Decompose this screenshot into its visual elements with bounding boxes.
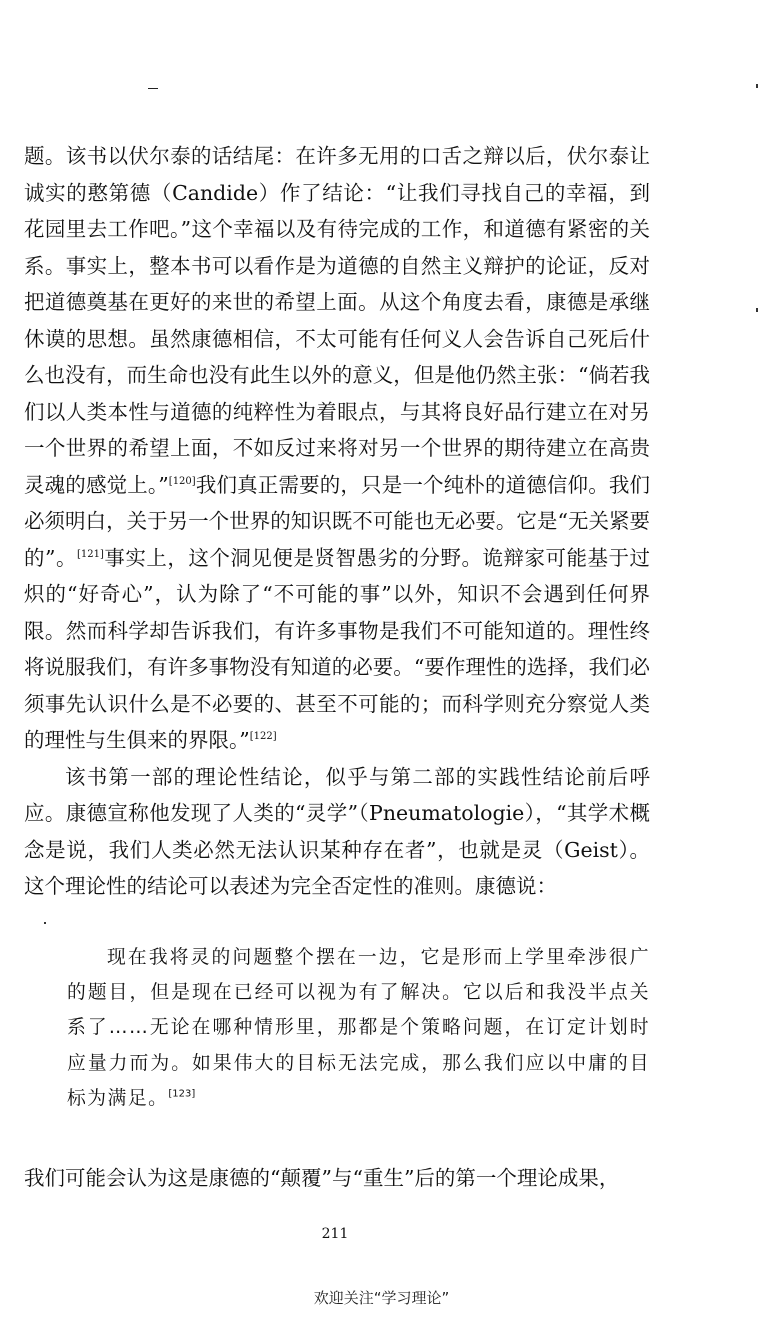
block-quote xyxy=(67,940,650,1116)
paragraph-1 xyxy=(24,138,650,759)
paragraph-1-segment: 题。该书以伏尔泰的话结尾：在许多无用的口舌之辩以后，伏尔泰让诚实的憨第德（Candide）作了结论：“让我们寻找自己的幸福，到花园里去工作吧。”这个幸福以及有待完成的工作，和道德有紧密的关系。事实上，整本书可以看作是为道德的自然主义辩护的论证，反对把道德奠基在更好的来世的希望上面。从这个角度去看，康德是承继休谟的思想。虽然康德相信，不太可能有任何义人会告诉自己死后什么也没有，而生命也没有此生以外的意义，但是他仍然主张：“倘若我们以人类本性与道德的纯粹性为着眼点，与其将良好品行建立在对另一个世界的希望上面，不如反过来将对另一个世界的期待建立在高贵灵魂的感觉上。” xyxy=(24,144,650,497)
footnote-marker-121: [121] xyxy=(77,548,104,560)
block-quote-text: 现在我将灵的问题整个摆在一边，它是形而上学里牵涉很广的题目，但是现在已经可以视为有了解决。它以后和我没半点关系了……无论在哪种情形里，那都是个策略问题，在订定计划时应量力而为。如果伟大的目标无法完成，那么我们应以中庸的目标为满足。 xyxy=(67,947,650,1109)
footnote-marker-123: [123] xyxy=(168,1088,196,1100)
page-number: 211 xyxy=(321,1226,349,1242)
scan-speck xyxy=(756,84,758,88)
main-text xyxy=(24,138,650,905)
scan-speck xyxy=(756,308,758,312)
footer-watermark: 欢迎关注“学习理论” xyxy=(313,1289,450,1307)
footnote-marker-122: [122] xyxy=(249,731,277,743)
paragraph-2: 该书第一部的理论性结论，似乎与第二部的实践性结论前后呼应。康德宣称他发现了人类的“灵学”（Pneumatologie），“其学术概念是说，我们人类必然无法认识某种存在者”，也就是灵（Geist）。这个理论性的结论可以表述为完全否定性的准则。康德说： xyxy=(24,764,650,898)
paragraph-1-segment: 我们真正需要的，只是一个纯朴的道德信仰。我们必须明白，关于另一个世界的知识既不可能也无必要。它是“无关紧要的”。 xyxy=(24,472,651,570)
header-dash xyxy=(148,88,158,89)
scan-speck xyxy=(44,922,46,924)
paragraph-1-segment: 事实上，这个洞见便是贤智愚劣的分野。诡辩家可能基于过炽的“好奇心”，认为除了“不可能的事”以外，知识不会遇到任何界限。然而科学却告诉我们，有许多事物是我们不可能知道的。理性终将说服我们，有许多事物没有知道的必要。“要作理性的选择，我们必须事先认识什么是不必要的、甚至不可能的；而科学则充分察觉人类的理性与生俱来的界限。” xyxy=(24,545,651,752)
footnote-marker-120: [120] xyxy=(168,475,196,487)
closing-line: 我们可能会认为这是康德的“颠覆”与“重生”后的第一个理论成果， xyxy=(24,1166,620,1190)
